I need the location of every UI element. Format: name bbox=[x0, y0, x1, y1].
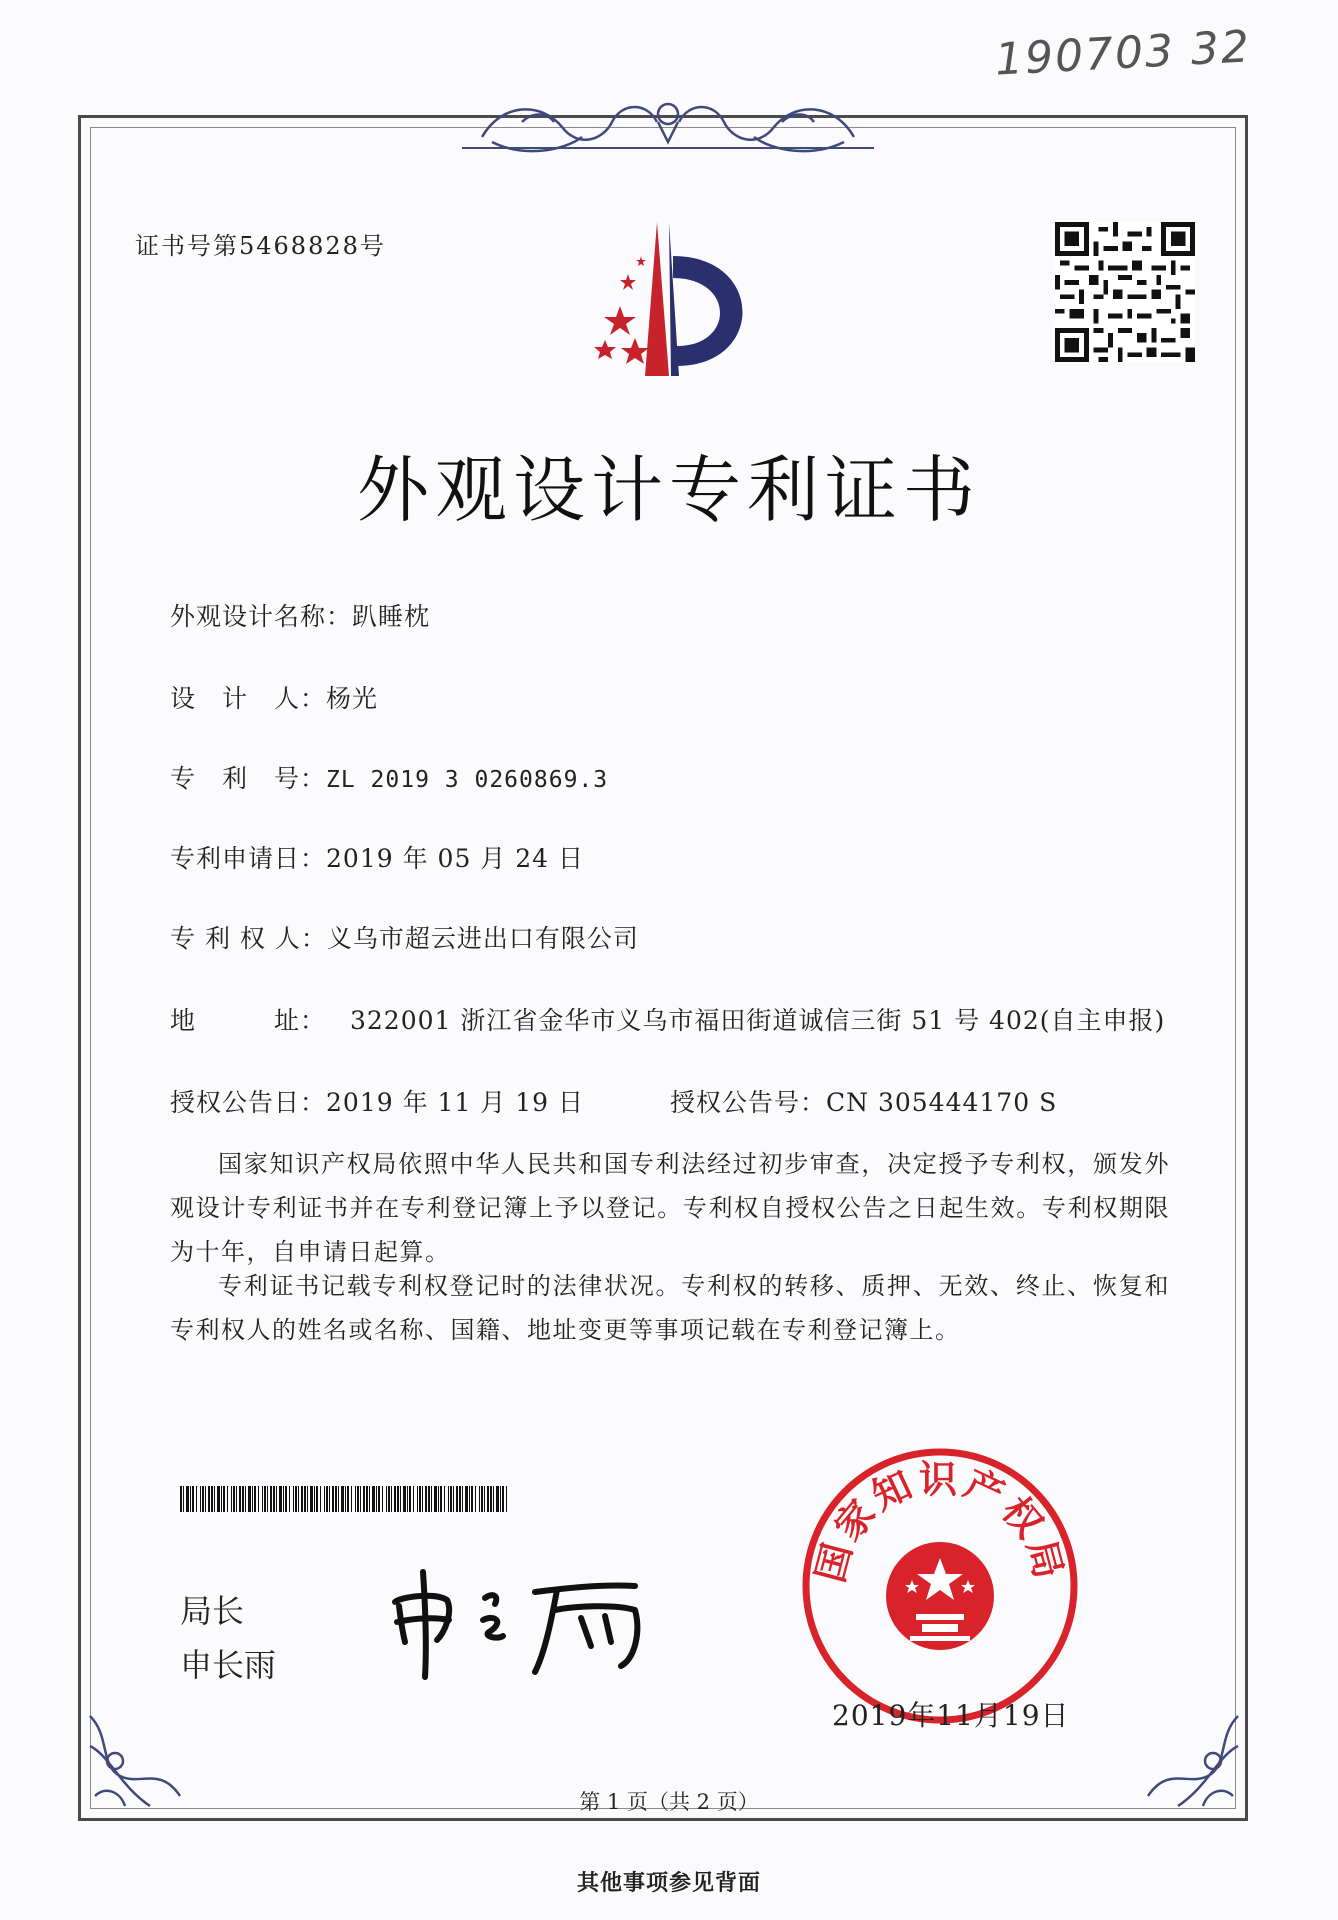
barcode-bar bbox=[326, 1486, 328, 1512]
grant-number-label: 授权公告号： bbox=[670, 1088, 827, 1117]
barcode-bar bbox=[394, 1486, 396, 1512]
barcode-bar bbox=[324, 1486, 325, 1512]
barcode-bar bbox=[233, 1486, 235, 1512]
patentee-label: 专 利 权 人： bbox=[170, 924, 327, 953]
barcode-bar bbox=[267, 1486, 268, 1512]
barcode-bar bbox=[200, 1486, 201, 1512]
barcode-bar bbox=[270, 1486, 272, 1512]
barcode-bar bbox=[475, 1486, 476, 1512]
seal-date: 2019年11月19日 bbox=[832, 1699, 1070, 1732]
official-seal-icon bbox=[800, 1446, 1080, 1726]
barcode-bar bbox=[391, 1486, 392, 1512]
barcode-bar bbox=[366, 1486, 368, 1512]
barcode-bar bbox=[481, 1486, 483, 1512]
barcode-bar bbox=[363, 1486, 365, 1512]
barcode-bar bbox=[310, 1486, 313, 1512]
barcode-bar bbox=[487, 1486, 489, 1512]
grant-date-label: 授权公告日： bbox=[170, 1088, 327, 1117]
barcode-bar bbox=[400, 1486, 401, 1512]
barcode-bar bbox=[417, 1486, 418, 1512]
director-signature-icon bbox=[385, 1562, 675, 1682]
barcode-bar bbox=[376, 1486, 377, 1512]
footer-note: 其他事项参见背面 bbox=[576, 1870, 761, 1896]
barcode-bar bbox=[409, 1486, 411, 1512]
barcode-bar bbox=[252, 1486, 253, 1512]
barcode-bar bbox=[448, 1486, 449, 1512]
barcode-bar bbox=[298, 1486, 299, 1512]
patentee-field bbox=[170, 922, 639, 956]
barcode-bar bbox=[314, 1486, 315, 1512]
barcode-bar bbox=[369, 1486, 370, 1512]
barcode-bar bbox=[190, 1486, 191, 1512]
cnipa-logo-icon bbox=[565, 216, 775, 386]
barcode-bar bbox=[293, 1486, 294, 1512]
paragraph-legal-status: 专利证书记载专利权登记时的法律状况。专利权的转移、质押、无效、终止、恢复和专利权人的姓名或名称、国籍、地址变更等事项记载在专利登记簿上。 bbox=[170, 1272, 1170, 1344]
barcode-bar bbox=[276, 1486, 277, 1512]
barcode-bar bbox=[453, 1486, 454, 1512]
application-date-field bbox=[170, 842, 584, 876]
paragraph-grant-statement: 国家知识产权局依照中华人民共和国专利法经过初步审查，决定授予专利权，颁发外观设计专利证书并在专利登记簿上予以登记。专利权自授权公告之日起生效。专利权期限为十年，自申请日起算。 bbox=[170, 1150, 1170, 1266]
barcode-icon bbox=[180, 1486, 512, 1512]
barcode-bar bbox=[295, 1486, 297, 1512]
barcode-bar bbox=[289, 1486, 290, 1512]
barcode-bar bbox=[279, 1486, 282, 1512]
barcode-bar bbox=[202, 1486, 204, 1512]
director-title: 局长 bbox=[180, 1592, 245, 1630]
barcode-bar bbox=[484, 1486, 485, 1512]
qr-code-icon bbox=[1055, 222, 1195, 362]
barcode-bar bbox=[211, 1486, 213, 1512]
barcode-bar bbox=[258, 1486, 259, 1512]
patentee-value: 义乌市超云进出口有限公司 bbox=[326, 924, 639, 953]
barcode-bar bbox=[335, 1486, 337, 1512]
barcode-bar bbox=[320, 1486, 321, 1512]
barcode-bar bbox=[440, 1486, 442, 1512]
barcode-bar bbox=[500, 1486, 501, 1512]
barcode-bar bbox=[419, 1486, 421, 1512]
barcode-bar bbox=[360, 1486, 361, 1512]
barcode-bar bbox=[459, 1486, 461, 1512]
barcode-bar bbox=[192, 1486, 194, 1512]
barcode-bar bbox=[332, 1486, 334, 1512]
barcode-bar bbox=[372, 1486, 375, 1512]
handwritten-reference: 190703 32 bbox=[993, 21, 1253, 86]
barcode-bar bbox=[347, 1486, 349, 1512]
barcode-bar bbox=[254, 1486, 256, 1512]
patent-number-label: 专 利 号： bbox=[170, 764, 327, 793]
barcode-bar bbox=[242, 1486, 244, 1512]
barcode-bar bbox=[357, 1486, 359, 1512]
patent-number-value: ZL 2019 3 0260869.3 bbox=[326, 767, 609, 793]
barcode-bar bbox=[403, 1486, 406, 1512]
barcode-bar bbox=[329, 1486, 330, 1512]
barcode-bar bbox=[422, 1486, 423, 1512]
barcode-bar bbox=[217, 1486, 220, 1512]
barcode-bar bbox=[493, 1486, 494, 1512]
designer-label: 设 计 人： bbox=[170, 684, 327, 713]
barcode-bar bbox=[283, 1486, 284, 1512]
barcode-bar bbox=[471, 1486, 473, 1512]
design-name-value: 趴睡枕 bbox=[352, 602, 431, 631]
barcode-bar bbox=[355, 1486, 356, 1512]
design-name-field bbox=[170, 600, 430, 634]
barcode-bar bbox=[450, 1486, 452, 1512]
barcode-bar bbox=[506, 1486, 507, 1512]
barcode-bar bbox=[397, 1486, 399, 1512]
designer-field bbox=[170, 682, 378, 716]
grant-date-value: 2019 年 11 月 19 日 bbox=[326, 1088, 584, 1117]
barcode-bar bbox=[388, 1486, 390, 1512]
barcode-bar bbox=[413, 1486, 414, 1512]
barcode-bar bbox=[316, 1486, 318, 1512]
barcode-bar bbox=[496, 1486, 499, 1512]
design-name-label: 外观设计名称： bbox=[170, 602, 353, 631]
barcode-bar bbox=[186, 1486, 189, 1512]
barcode-bar bbox=[444, 1486, 445, 1512]
barcode-bar bbox=[469, 1486, 470, 1512]
barcode-bar bbox=[183, 1486, 184, 1512]
barcode-bar bbox=[273, 1486, 275, 1512]
barcode-bar bbox=[307, 1486, 308, 1512]
barcode-bar bbox=[214, 1486, 215, 1512]
barcode-bar bbox=[425, 1486, 427, 1512]
certificate-number: 证书号第5468828号 bbox=[135, 232, 386, 260]
barcode-bar bbox=[304, 1486, 306, 1512]
barcode-bar bbox=[227, 1486, 228, 1512]
barcode-bar bbox=[456, 1486, 458, 1512]
address-label: 地 址： bbox=[170, 1006, 327, 1035]
barcode-bar bbox=[221, 1486, 222, 1512]
barcode-bar bbox=[196, 1486, 197, 1512]
barcode-bar bbox=[239, 1486, 241, 1512]
barcode-bar bbox=[248, 1486, 251, 1512]
barcode-bar bbox=[378, 1486, 380, 1512]
barcode-bar bbox=[245, 1486, 246, 1512]
barcode-bar bbox=[338, 1486, 339, 1512]
barcode-bar bbox=[479, 1486, 480, 1512]
address-field bbox=[170, 1004, 1166, 1038]
barcode-bar bbox=[285, 1486, 287, 1512]
barcode-bar bbox=[208, 1486, 210, 1512]
director-name: 申长雨 bbox=[180, 1646, 277, 1684]
barcode-bar bbox=[386, 1486, 387, 1512]
barcode-bar bbox=[382, 1486, 383, 1512]
barcode-bar bbox=[345, 1486, 346, 1512]
barcode-bar bbox=[465, 1486, 468, 1512]
designer-value: 杨光 bbox=[326, 684, 379, 713]
certificate-title: 外观设计专利证书 bbox=[356, 448, 981, 532]
barcode-bar bbox=[223, 1486, 225, 1512]
address-value: 322001 浙江省金华市义乌市福田街道诚信三街 51 号 402(自主申报) bbox=[350, 1006, 1166, 1035]
barcode-bar bbox=[301, 1486, 303, 1512]
barcode-bar bbox=[490, 1486, 492, 1512]
seal-text: 国家知识产权局 bbox=[807, 1457, 1073, 1587]
barcode-bar bbox=[231, 1486, 232, 1512]
barcode-bar bbox=[351, 1486, 352, 1512]
grant-date-field bbox=[170, 1086, 584, 1120]
barcode-bar bbox=[428, 1486, 430, 1512]
barcode-bar bbox=[431, 1486, 432, 1512]
grant-number-field bbox=[670, 1086, 1057, 1120]
page-number: 第 1 页（共 2 页） bbox=[579, 1790, 759, 1814]
barcode-bar bbox=[341, 1486, 344, 1512]
barcode-bar bbox=[462, 1486, 463, 1512]
barcode-bar bbox=[205, 1486, 206, 1512]
barcode-bar bbox=[262, 1486, 263, 1512]
application-date-value: 2019 年 05 月 24 日 bbox=[326, 844, 584, 873]
barcode-bar bbox=[180, 1486, 182, 1512]
barcode-bar bbox=[407, 1486, 408, 1512]
top-ornament-icon bbox=[462, 82, 874, 162]
patent-number-field bbox=[170, 762, 608, 797]
barcode-bar bbox=[236, 1486, 237, 1512]
barcode-bar bbox=[438, 1486, 439, 1512]
barcode-bar bbox=[502, 1486, 504, 1512]
grant-number-value: CN 305444170 S bbox=[826, 1088, 1058, 1117]
barcode-bar bbox=[434, 1486, 437, 1512]
barcode-bar bbox=[264, 1486, 266, 1512]
application-date-label: 专利申请日： bbox=[170, 844, 327, 873]
